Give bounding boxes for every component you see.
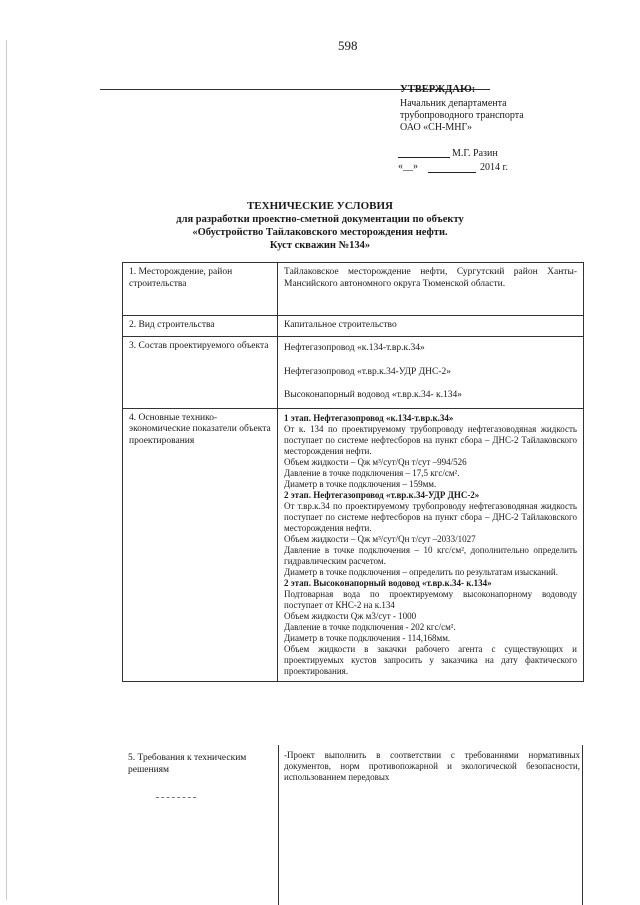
approval-heading: УТВЕРЖДАЮ:	[400, 84, 476, 95]
table-row	[123, 316, 584, 337]
date-year: 2014 г.	[480, 162, 508, 173]
stage3-pressure: Давление в точке подключения - 202 кгс/см².	[284, 621, 456, 632]
row5-right-border	[582, 745, 583, 905]
stage1-heading: 1 этап. Нефтегазопровод «к.134-т.вр.к.34»	[284, 412, 454, 423]
stage3-text: Подтоварная вода по проектируемому высоконапорному водоводу поступает от КНС-2 на к.134	[284, 588, 577, 610]
stage2-volume: Объем жидкости – Qж м³/сут/Qн т/сут –2033/1027	[284, 533, 476, 544]
row2-value: Капитальное строительство	[278, 316, 584, 337]
date-month-line	[428, 172, 476, 173]
row5-divider	[278, 745, 279, 905]
doc-title: ТЕХНИЧЕСКИЕ УСЛОВИЯ	[246, 200, 394, 212]
row4-label: 4. Основные технико-экономические показатели объекта проектирования	[123, 408, 278, 681]
stage2-heading: 2 этап. Нефтегазопровод «т.вр.к.34-УДР ДНС-2»	[284, 489, 480, 500]
table-row	[123, 263, 584, 316]
approval-line-2: трубопроводного транспорта	[400, 110, 524, 121]
doc-subtitle-2: «Обустройство Тайлаковского месторождения нефти.	[192, 227, 448, 238]
scan-edge	[6, 40, 7, 900]
date-day: «__»	[398, 161, 418, 172]
approval-line-1: Начальник департамента	[400, 98, 507, 109]
spec-table	[122, 262, 584, 682]
stage2-pressure: Давление в точке подключения – 10 кгс/см², дополнительно определить гидравлическим расчетом.	[284, 544, 577, 566]
stage1-diameter: Диаметр в точке подключения – 159мм.	[284, 478, 437, 489]
stage3-agent: Объем жидкости в закачки рабочего агента с существующих и проектируемых кустов запросить у заказчика на дату фактического проектирования.	[284, 643, 577, 676]
row1-label: 1. Месторождение, район строительства	[123, 263, 278, 316]
row3-value	[278, 337, 584, 409]
table-row	[123, 408, 584, 681]
stage1-text: От к. 134 по проектируемому трубопроводу нефтегазоводяная жидкость поступает по системе нефтесборов на пункт сбора – ДНС-2 Тайлаковского месторождения нефти.	[284, 423, 577, 456]
stage1-pressure: Давление в точке подключения – 17,5 кгс/см².	[284, 467, 460, 478]
stage2-text: От т.вр.к.34 по проектируемому трубопроводу нефтегазоводяная жидкость поступает по системе нефтесборов на пункт сбора – ДНС-2 Тайлаковского месторождения нефти.	[284, 500, 577, 533]
row5-dash	[156, 797, 196, 798]
row4-value	[278, 408, 584, 681]
doc-subtitle-3: Куст скважин №134»	[269, 240, 371, 251]
object-item-2: Нефтегазопровод «т.вр.к.34-УДР ДНС-2»	[284, 366, 452, 377]
object-item-1: Нефтегазопровод «к.134-т.вр.к.34»	[284, 343, 425, 353]
row3-label: 3. Состав проектируемого объекта	[123, 337, 278, 409]
row5-label: 5. Требования к техническим решениям	[128, 753, 247, 775]
signature-line	[398, 157, 450, 158]
stage2-diameter: Диаметр в точке подключения – определить по результатам изысканий.	[284, 566, 558, 577]
stage3-heading: 2 этап. Высоконапорный водовод «т.вр.к.34- к.134»	[284, 577, 492, 588]
doc-subtitle-1: для разработки проектно-сметной документации по объекту	[176, 214, 464, 225]
signatory-name: М.Г. Разин	[452, 148, 498, 159]
approval-line-3: ОАО «СН-МНГ»	[400, 122, 473, 133]
stage3-diameter: Диаметр в точке подключения - 114,168мм.	[284, 632, 451, 643]
row2-label: 2. Вид строительства	[123, 316, 278, 337]
page-number: 598	[338, 38, 358, 53]
stage3-volume: Объем жидкости Qж м3/сут - 1000	[284, 610, 417, 621]
row5-value: -Проект выполнить в соответствии с требованиями нормативных документов, норм противопожарной и экологической безопасности, использованием передовых	[284, 750, 580, 782]
table-row	[123, 337, 584, 409]
object-item-3: Высоконапорный водовод «т.вр.к.34- к.134»	[284, 390, 463, 401]
row1-value: Тайлаковское месторождение нефти, Сургутский район Ханты-Мансийского автономного округа Тюменской области.	[278, 263, 584, 316]
stage1-volume: Объем жидкости – Qж м³/сут/Qн т/сут –994/526	[284, 456, 467, 467]
